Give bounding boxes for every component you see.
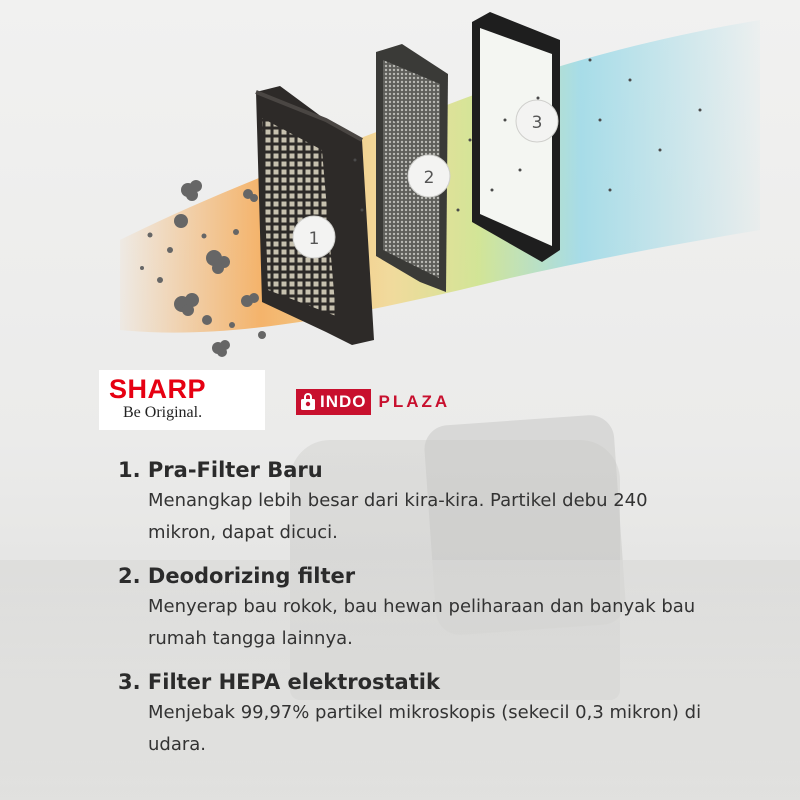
shopping-bag-icon	[298, 392, 318, 412]
badge-2-label: 2	[423, 168, 435, 188]
filter-layers-illustration	[0, 0, 800, 380]
feature-title: 3. Filter HEPA elektrostatik	[118, 670, 440, 694]
feature-title: 2. Deodorizing filter	[118, 564, 356, 588]
feature-item-3	[118, 667, 738, 761]
feature-item-2	[118, 561, 738, 655]
feature-item-1	[118, 455, 738, 549]
sharp-wordmark: SHARP	[109, 374, 207, 404]
badge-2	[408, 155, 450, 197]
pre-filter-panel	[256, 86, 374, 345]
badge-3	[516, 100, 558, 142]
sharp-logo	[99, 370, 265, 430]
feature-description: Menjebak 99,97% partikel mikroskopis (sekecil 0,3 mikron) di udara.	[148, 702, 702, 755]
indoplaza-part2: PLAZA	[378, 392, 451, 411]
indoplaza-logo	[296, 389, 450, 415]
badge-1	[293, 216, 335, 258]
feature-description: Menyerap bau rokok, bau hewan peliharaan dan banyak bau rumah tangga lainnya.	[148, 596, 696, 649]
feature-title: 1. Pra-Filter Baru	[118, 458, 323, 482]
feature-description: Menangkap lebih besar dari kira-kira. Partikel debu 240 mikron, dapat dicuci.	[148, 490, 648, 543]
badge-1-label: 1	[308, 229, 320, 249]
badge-3-label: 3	[531, 113, 543, 133]
sharp-tagline: Be Original.	[123, 404, 203, 421]
indoplaza-part1: INDO	[320, 392, 367, 411]
feature-list	[118, 455, 738, 773]
